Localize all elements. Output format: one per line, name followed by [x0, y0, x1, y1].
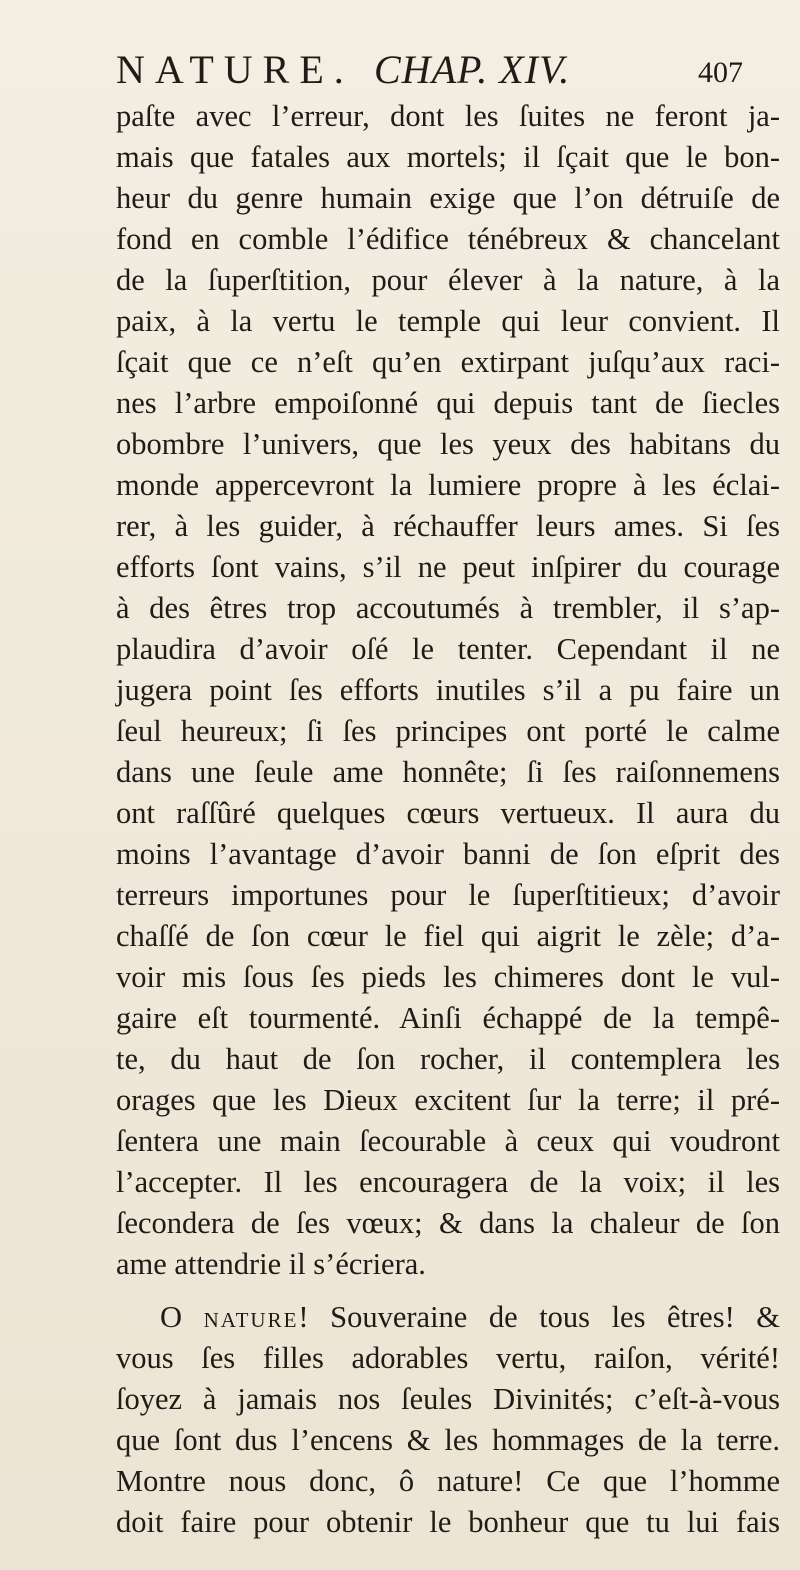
text-line: jugera point ſes efforts inutiles s’il a pu faire un — [116, 673, 780, 707]
invocation-suffix: ! Souveraine de tous les êtres! & — [298, 1300, 780, 1334]
text-line: ſentera une main ſecourable à ceux qui voudront — [116, 1124, 780, 1158]
text-line: chaſſé de ſon cœur le fiel qui aigrit le zèle; d’a- — [116, 919, 780, 953]
running-head — [116, 46, 756, 96]
text-line: monde appercevront la lumiere propre à les éclai- — [116, 468, 780, 502]
text-line: gaire eſt tourmenté. Ainſi échappé de la tempê- — [116, 1001, 780, 1035]
text-line: ſoyez à jamais nos ſeules Divinités; c’eſt-à-vous — [116, 1382, 780, 1416]
text-line: vous ſes filles adorables vertu, raiſon, vérité! — [116, 1341, 780, 1375]
paragraph-2 — [116, 1297, 780, 1543]
text-line: obombre l’univers, que les yeux des habitans du — [116, 427, 780, 461]
text-line: plaudira d’avoir oſé le tenter. Cependant il ne — [116, 632, 780, 666]
text-line: Montre nous donc, ô nature! Ce que l’homme — [116, 1464, 780, 1498]
text-line: ont raſſûré quelques cœurs vertueux. Il aura du — [116, 796, 780, 830]
running-head-chapter: CHAP. XIV. — [374, 47, 571, 92]
text-line: dans une ſeule ame honnête; ſi ſes raiſonnemens — [116, 755, 780, 789]
paragraph-1 — [116, 96, 780, 1285]
page-number: 407 — [698, 56, 743, 89]
text-line: l’accepter. Il les encouragera de la voix; il les — [116, 1165, 780, 1199]
text-line: orages que les Dieux excitent ſur la terre; il pré- — [116, 1083, 780, 1117]
text-line-first — [116, 1297, 780, 1338]
text-line: paſte avec l’erreur, dont les ſuites ne feront ja- — [116, 99, 780, 133]
text-line: moins l’avantage d’avoir banni de ſon eſprit des — [116, 837, 780, 871]
text-line: que ſont dus l’encens & les hommages de la terre. — [116, 1423, 780, 1457]
body-text — [116, 96, 780, 1543]
text-line: efforts ſont vains, s’il ne peut inſpirer du courage — [116, 550, 780, 584]
invocation-small-caps: nature — [203, 1300, 299, 1334]
text-line: rer, à les guider, à réchauffer leurs ames. Si ſes — [116, 509, 780, 543]
text-line: heur du genre humain exige que l’on détruiſe de — [116, 181, 780, 215]
text-line: ſçait que ce n’eſt qu’en extirpant juſqu’aux raci- — [116, 345, 780, 379]
text-line: te, du haut de ſon rocher, il contemplera les — [116, 1042, 780, 1076]
invocation-prefix: O — [160, 1300, 204, 1334]
text-line: à des êtres trop accoutumés à trembler, il s’ap- — [116, 591, 780, 625]
text-line: terreurs importunes pour le ſuperſtitieux; d’avoir — [116, 878, 780, 912]
text-line: de la ſuperſtition, pour élever à la nature, à la — [116, 263, 780, 297]
text-line-last: ame attendrie il s’écriera. — [116, 1247, 426, 1281]
text-line: voir mis ſous ſes pieds les chimeres dont le vul- — [116, 960, 780, 994]
text-line: ſeul heureux; ſi ſes principes ont porté le calme — [116, 714, 780, 748]
text-line: doit faire pour obtenir le bonheur que tu lui fais — [116, 1505, 780, 1539]
text-line: mais que fatales aux mortels; il ſçait que le bon- — [116, 140, 780, 174]
paragraph-gap — [116, 1285, 780, 1297]
text-line: ſecondera de ſes vœux; & dans la chaleur de ſon — [116, 1206, 780, 1240]
text-line: paix, à la vertu le temple qui leur convient. Il — [116, 304, 780, 338]
text-line: nes l’arbre empoiſonné qui depuis tant de ſiecles — [116, 386, 780, 420]
text-line: fond en comble l’édifice ténébreux & chancelant — [116, 222, 780, 256]
running-head-title: NATURE. — [116, 47, 354, 92]
